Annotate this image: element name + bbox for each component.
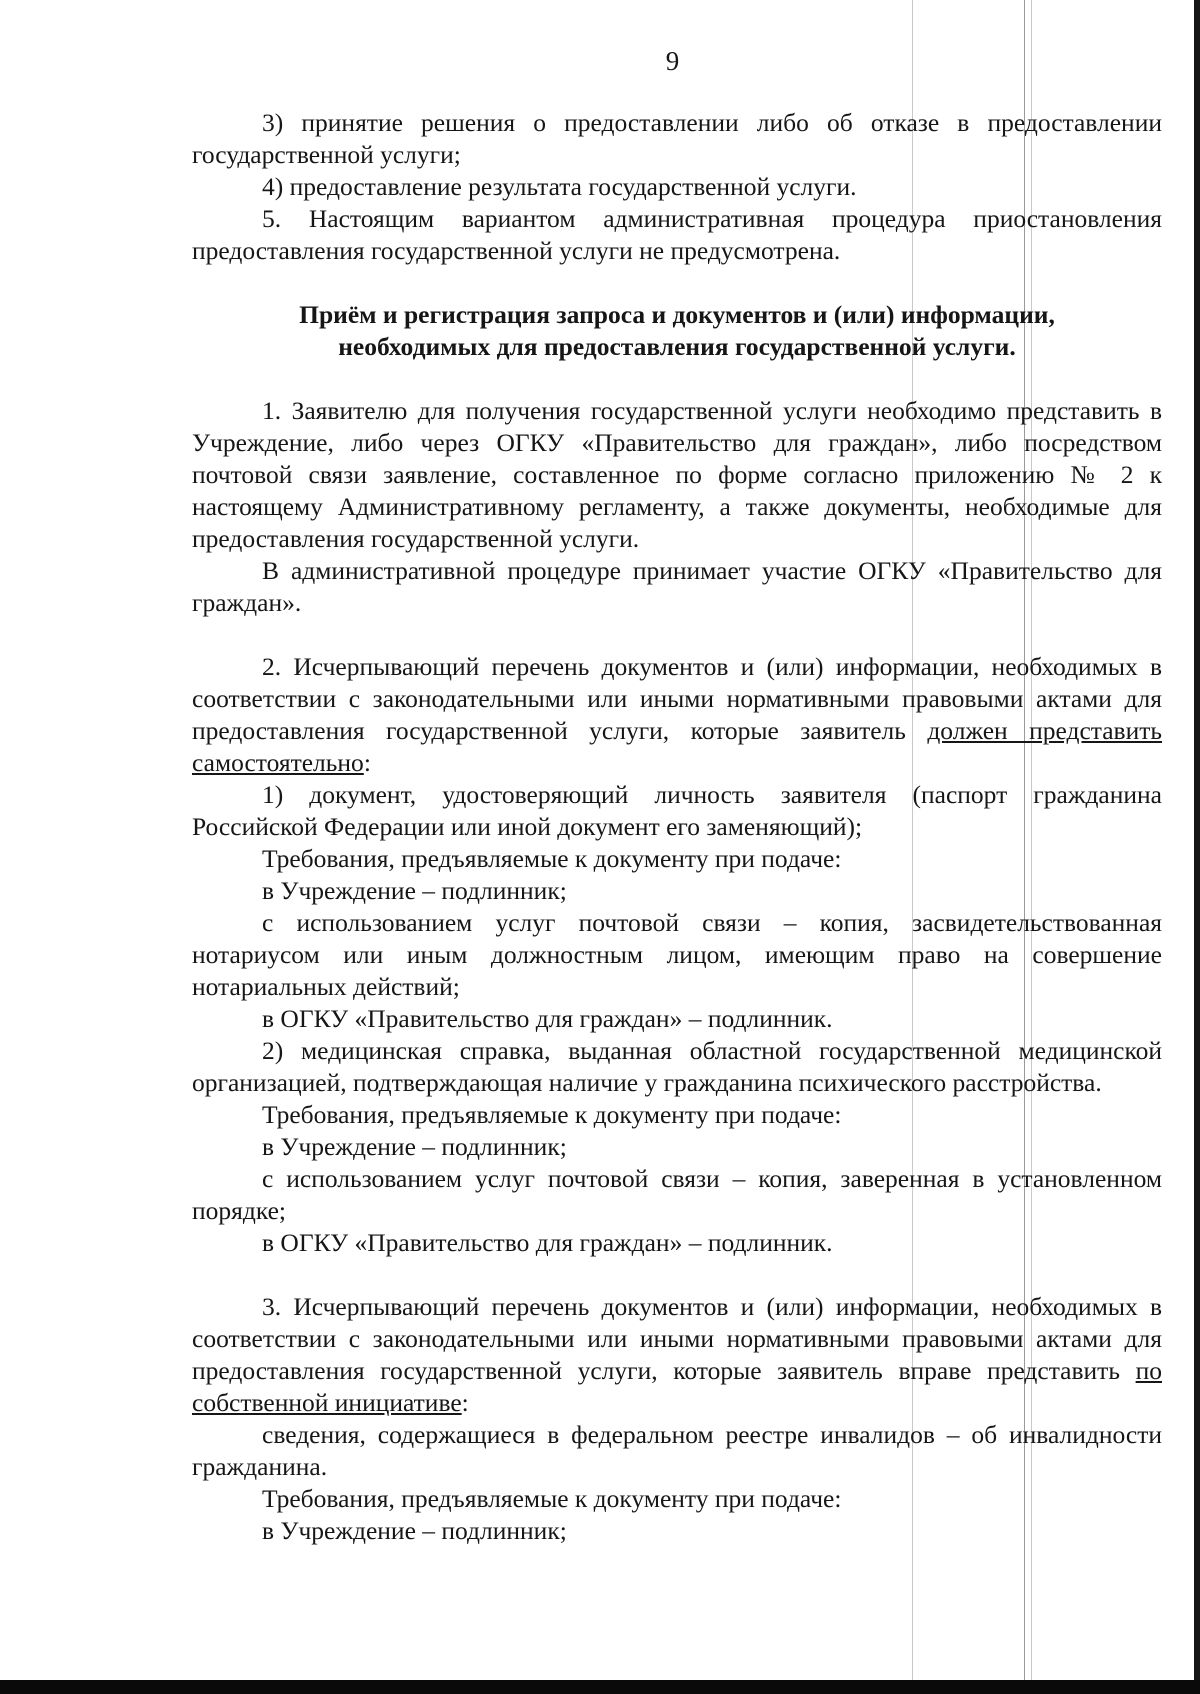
document-body bbox=[192, 107, 1162, 1547]
paragraph: 2) медицинская справка, выданная областной государственной медицинской организацией, подтверждающая наличие у гражданина психического расстройства. bbox=[192, 1036, 1162, 1097]
page-number: 9 bbox=[665, 46, 680, 76]
paragraph bbox=[192, 1291, 1162, 1419]
paragraph: 1. Заявителю для получения государственной услуги необходимо представить в Учреждение, либо через ОГКУ «Правительство для граждан», либо посредством почтовой связи заявление, составленное по форме согласно приложению № 2 к настоящему Административному регламенту, а также документы, необходимые для предоставления государственной услуги. bbox=[192, 396, 1162, 553]
scan-border-right bbox=[1194, 0, 1200, 1694]
paragraph: в ОГКУ «Правительство для граждан» – подлинник. bbox=[262, 1228, 833, 1257]
paragraph: 1) документ, удостоверяющий личность заявителя (паспорт гражданина Российской Федерации или иной документ его заменяющий); bbox=[192, 780, 1162, 841]
paragraph: Требования, предъявляемые к документу при подаче: bbox=[262, 1100, 842, 1129]
paragraph: с использованием услуг почтовой связи – копия, засвидетельствованная нотариусом или иным должностным лицом, имеющим право на совершение нотариальных действий; bbox=[192, 908, 1162, 1001]
scan-border-bottom bbox=[0, 1680, 1200, 1694]
paragraph: в Учреждение – подлинник; bbox=[262, 1516, 567, 1545]
paragraph-text: : bbox=[363, 748, 371, 777]
paragraph: сведения, содержащиеся в федеральном реестре инвалидов – об инвалидности гражданина. bbox=[192, 1420, 1162, 1481]
paragraph: 4) предоставление результата государственной услуги. bbox=[262, 172, 857, 201]
paragraph-text: : bbox=[461, 1388, 469, 1417]
underlined-text: по собственной инициативе bbox=[192, 1356, 1162, 1417]
paragraph: с использованием услуг почтовой связи – копия, заверенная в установленном порядке; bbox=[192, 1164, 1162, 1225]
paragraph: В административной процедуре принимает участие ОГКУ «Правительство для граждан». bbox=[192, 556, 1162, 617]
paragraph-text: 2. Исчерпывающий перечень документов и (или) информации, необходимых в соответствии с законодательными или иными нормативными правовыми актами для предоставления государственной услуги, которые заявитель bbox=[192, 652, 1162, 745]
paragraph-text: 3. Исчерпывающий перечень документов и (или) информации, необходимых в соответствии с законодательными или иными нормативными правовыми актами для предоставления государственной услуги, которые заявитель вправе представить bbox=[192, 1292, 1162, 1385]
paragraph: в Учреждение – подлинник; bbox=[262, 876, 567, 905]
paragraph: в Учреждение – подлинник; bbox=[262, 1132, 567, 1161]
underlined-text: должен представить самостоятельно bbox=[192, 716, 1163, 777]
paragraph: в ОГКУ «Правительство для граждан» – подлинник. bbox=[262, 1004, 833, 1033]
paragraph: Требования, предъявляемые к документу при подаче: bbox=[262, 844, 842, 873]
section-heading: Приём и регистрация запроса и документов и (или) информации, необходимых для предоставления государственной услуги. bbox=[299, 300, 1055, 361]
paragraph: Требования, предъявляемые к документу при подаче: bbox=[262, 1484, 842, 1513]
paragraph bbox=[192, 651, 1162, 779]
paragraph: 3) принятие решения о предоставлении либо об отказе в предоставлении государственной услуги; bbox=[192, 108, 1162, 169]
paragraph: 5. Настоящим вариантом административная процедура приостановления предоставления государственной услуги не предусмотрена. bbox=[192, 204, 1162, 265]
